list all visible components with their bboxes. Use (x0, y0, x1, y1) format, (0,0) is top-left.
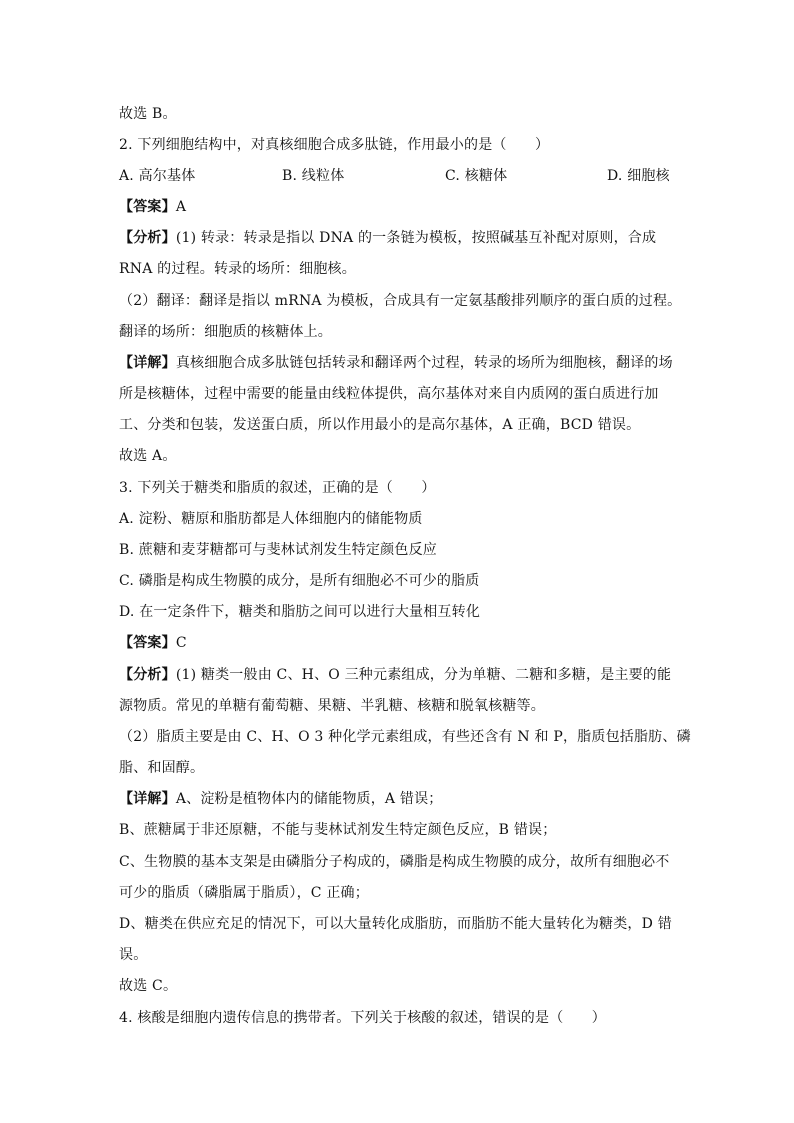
analysis-line-1 (119, 229, 656, 247)
analysis-line-2: RNA 的过程。转录的场所：细胞核。 (119, 261, 356, 277)
analysis-line-3: （2）脂质主要是由 C、H、O 3 种化学元素组成，有些还含有 N 和 P，脂质包括脂肪、磷 (119, 729, 691, 745)
detail-line-4: 可少的脂质（磷脂属于脂质），C 正确； (119, 885, 369, 901)
question-3-option-a: A. 淀粉、糖原和脂肪都是人体细胞内的储能物质 (119, 511, 423, 527)
detail-line-2: 所是核糖体，过程中需要的能量由线粒体提供，高尔基体对来自内质网的蛋白质进行加 (119, 386, 659, 402)
detail-tag: 【详解】 (119, 355, 176, 371)
analysis-line-1 (119, 666, 671, 684)
question-3-option-b: B. 蔗糖和麦芽糖都可与斐林试剂发生特定颜色反应 (119, 542, 437, 558)
answer-line-q3 (119, 634, 187, 652)
answer-tag: 【答案】 (119, 199, 176, 215)
answer-tag: 【答案】 (119, 635, 176, 651)
answer-value: C (175, 635, 187, 651)
detail-line-3: 工、分类和包装，发送蛋白质，所以作用最小的是高尔基体，A 正确，BCD 错误。 (119, 417, 641, 433)
detail-line-2: B、蔗糖属于非还原糖，不能与斐林试剂发生特定颜色反应，B 错误； (119, 822, 557, 838)
question-3-option-c: C. 磷脂是构成生物膜的成分，是所有细胞必不可少的脂质 (119, 573, 480, 589)
analysis-text: (1) 糖类一般由 C、H、O 三种元素组成，分为单糖、二糖和多糖，是主要的能 (175, 667, 672, 683)
question-2-options (119, 167, 679, 185)
analysis-tag: 【分析】 (119, 667, 176, 683)
analysis-line-4: 翻译的场所：细胞质的核糖体上。 (119, 324, 332, 340)
analysis-line-4: 脂、和固醇。 (119, 760, 205, 776)
option-b: B. 线粒体 (282, 168, 345, 184)
detail-line-1 (119, 790, 442, 808)
option-c: C. 核糖体 (445, 168, 508, 184)
option-a: A. 高尔基体 (119, 168, 196, 184)
answer-conclusion-q3: 故选 C。 (119, 978, 178, 994)
answer-conclusion-q1: 故选 B。 (119, 106, 177, 122)
analysis-line-3: （2）翻译：翻译是指以 mRNA 为模板，合成具有一定氨基酸排列顺序的蛋白质的过程。 (119, 293, 682, 309)
answer-line-q2 (119, 198, 186, 216)
question-4: 4. 核酸是细胞内遗传信息的携带者。下列关于核酸的叙述，错误的是（ ） (119, 1010, 607, 1026)
analysis-tag: 【分析】 (119, 230, 176, 246)
option-d: D. 细胞核 (607, 168, 670, 184)
analysis-line-2: 源物质。常见的单糖有葡萄糖、果糖、半乳糖、核糖和脱氧核糖等。 (119, 698, 545, 714)
question-2: 2. 下列细胞结构中，对真核细胞合成多肽链，作用最小的是（ ） (119, 137, 550, 153)
detail-line-6: 误。 (119, 947, 148, 963)
question-3-option-d: D. 在一定条件下，糖类和脂肪之间可以进行大量相互转化 (119, 604, 481, 620)
detail-text: 真核细胞合成多肽链包括转录和翻译两个过程，转录的场所为细胞核，翻译的场 (175, 355, 673, 371)
answer-conclusion-q2: 故选 A。 (119, 448, 177, 464)
detail-line-5: D、糖类在供应充足的情况下，可以大量转化成脂肪，而脂肪不能大量转化为糖类，D 错 (119, 916, 672, 932)
detail-tag: 【详解】 (119, 791, 176, 807)
detail-line-3: C、生物膜的基本支架是由磷脂分子构成的，磷脂是构成生物膜的成分，故所有细胞必不 (119, 854, 670, 870)
question-3: 3. 下列关于糖类和脂质的叙述，正确的是（ ） (119, 480, 436, 496)
answer-value: A (175, 199, 187, 215)
detail-text: A、淀粉是植物体内的储能物质，A 错误； (175, 791, 443, 807)
detail-line-1 (119, 354, 673, 372)
analysis-text: (1) 转录：转录是指以 DNA 的一条链为模板，按照碱基互补配对原则，合成 (175, 230, 657, 246)
